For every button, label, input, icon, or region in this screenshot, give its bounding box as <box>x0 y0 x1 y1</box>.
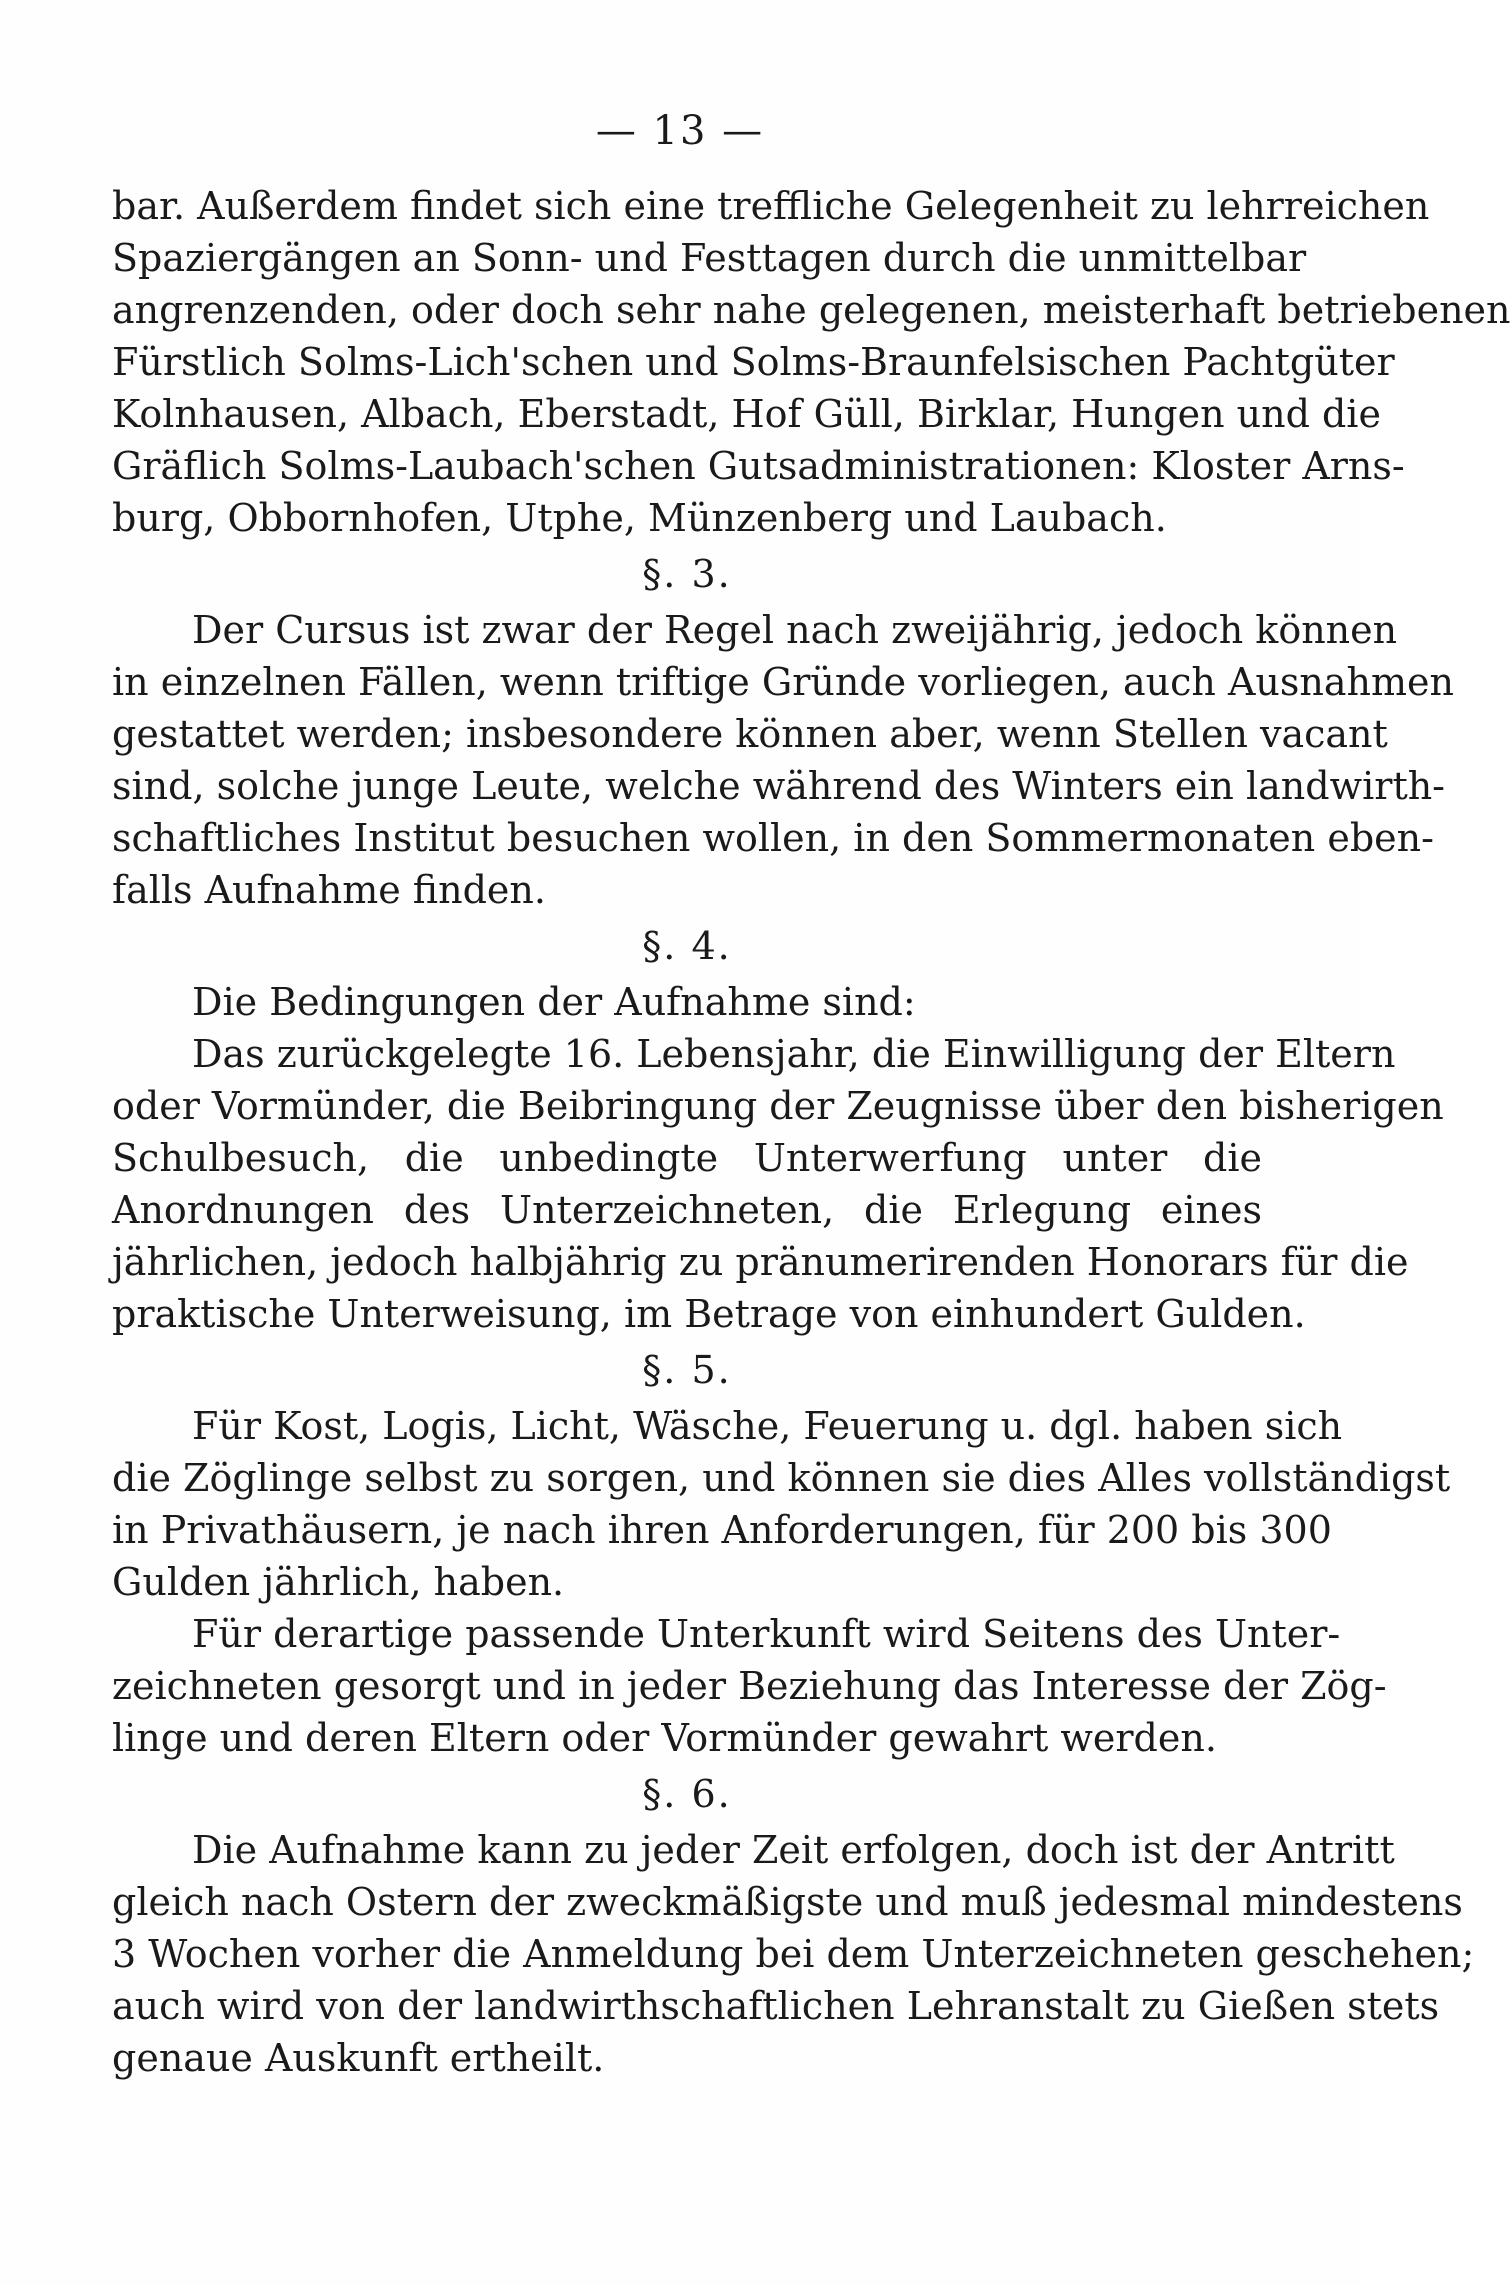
text-line: falls Aufnahme finden. <box>112 868 546 912</box>
page-number: — 13 — <box>595 108 765 154</box>
text-line: in einzelnen Fällen, wenn triftige Gründe vorliegen, auch Ausnahmen <box>112 660 1454 704</box>
text-line: Kolnhausen, Albach, Eberstadt, Hof Güll, Birklar, Hungen und die <box>112 392 1381 436</box>
text-line: Für Kost, Logis, Licht, Wäsche, Feuerung u. dgl. haben sich <box>192 1404 1343 1448</box>
section-heading-5: §. 5. <box>642 1348 732 1392</box>
section-heading-3: §. 3. <box>642 552 732 596</box>
text-line: Gräflich Solms-Laubach'schen Gutsadministrationen: Kloster Arns- <box>112 444 1405 488</box>
text-line: oder Vormünder, die Beibringung der Zeugnisse über den bisherigen <box>112 1084 1444 1128</box>
text-line: linge und deren Eltern oder Vormünder gewahrt werden. <box>112 1716 1217 1760</box>
text-line: Die Bedingungen der Aufnahme sind: <box>192 980 916 1024</box>
text-line: Für derartige passende Unterkunft wird Seitens des Unter- <box>192 1612 1341 1656</box>
text-line: praktische Unterweisung, im Betrage von einhundert Gulden. <box>112 1292 1306 1336</box>
text-line: gestattet werden; insbesondere können aber, wenn Stellen vacant <box>112 712 1388 756</box>
text-line: auch wird von der landwirthschaftlichen Lehranstalt zu Gießen stets <box>112 1984 1440 2028</box>
text-line: schaftliches Institut besuchen wollen, in den Sommermonaten eben- <box>112 816 1434 860</box>
text-line: die Zöglinge selbst zu sorgen, und können sie dies Alles vollständigst <box>112 1456 1451 1500</box>
text-line: Anordnungen des Unterzeichneten, die Erlegung eines <box>112 1188 1262 1232</box>
section-heading-4: §. 4. <box>642 924 732 968</box>
text-line: sind, solche junge Leute, welche während des Winters ein landwirth- <box>112 764 1446 808</box>
text-line: Gulden jährlich, haben. <box>112 1560 565 1604</box>
text-line: angrenzenden, oder doch sehr nahe gelegenen, meisterhaft betriebenen <box>112 288 1511 332</box>
text-line: genaue Auskunft ertheilt. <box>112 2036 605 2080</box>
text-line: jährlichen, jedoch halbjährig zu pränumerirenden Honorars für die <box>112 1240 1409 1284</box>
text-line: Spaziergängen an Sonn- und Festtagen durch die unmittelbar <box>112 236 1307 280</box>
text-line: Die Aufnahme kann zu jeder Zeit erfolgen, doch ist der Antritt <box>192 1828 1395 1872</box>
text-line: 3 Wochen vorher die Anmeldung bei dem Unterzeichneten geschehen; <box>112 1932 1475 1976</box>
text-line: gleich nach Ostern der zweckmäßigste und muß jedesmal mindestens <box>112 1880 1463 1924</box>
text-line: Der Cursus ist zwar der Regel nach zweijährig, jedoch können <box>192 608 1398 652</box>
text-body <box>112 180 1511 2084</box>
text-line: Das zurückgelegte 16. Lebensjahr, die Einwilligung der Eltern <box>192 1032 1396 1076</box>
section-heading-6: §. 6. <box>642 1772 732 1816</box>
text-line: zeichneten gesorgt und in jeder Beziehung das Interesse der Zög- <box>112 1664 1387 1708</box>
text-line: Schulbesuch, die unbedingte Unterwerfung unter die <box>112 1136 1262 1180</box>
text-line: in Privathäusern, je nach ihren Anforderungen, für 200 bis 300 <box>112 1508 1332 1552</box>
text-line: burg, Obbornhofen, Utphe, Münzenberg und Laubach. <box>112 496 1167 540</box>
text-line: Fürstlich Solms-Lich'schen und Solms-Braunfelsischen Pachtgüter <box>112 340 1395 384</box>
text-line: bar. Außerdem findet sich eine treffliche Gelegenheit zu lehrreichen <box>112 184 1430 228</box>
